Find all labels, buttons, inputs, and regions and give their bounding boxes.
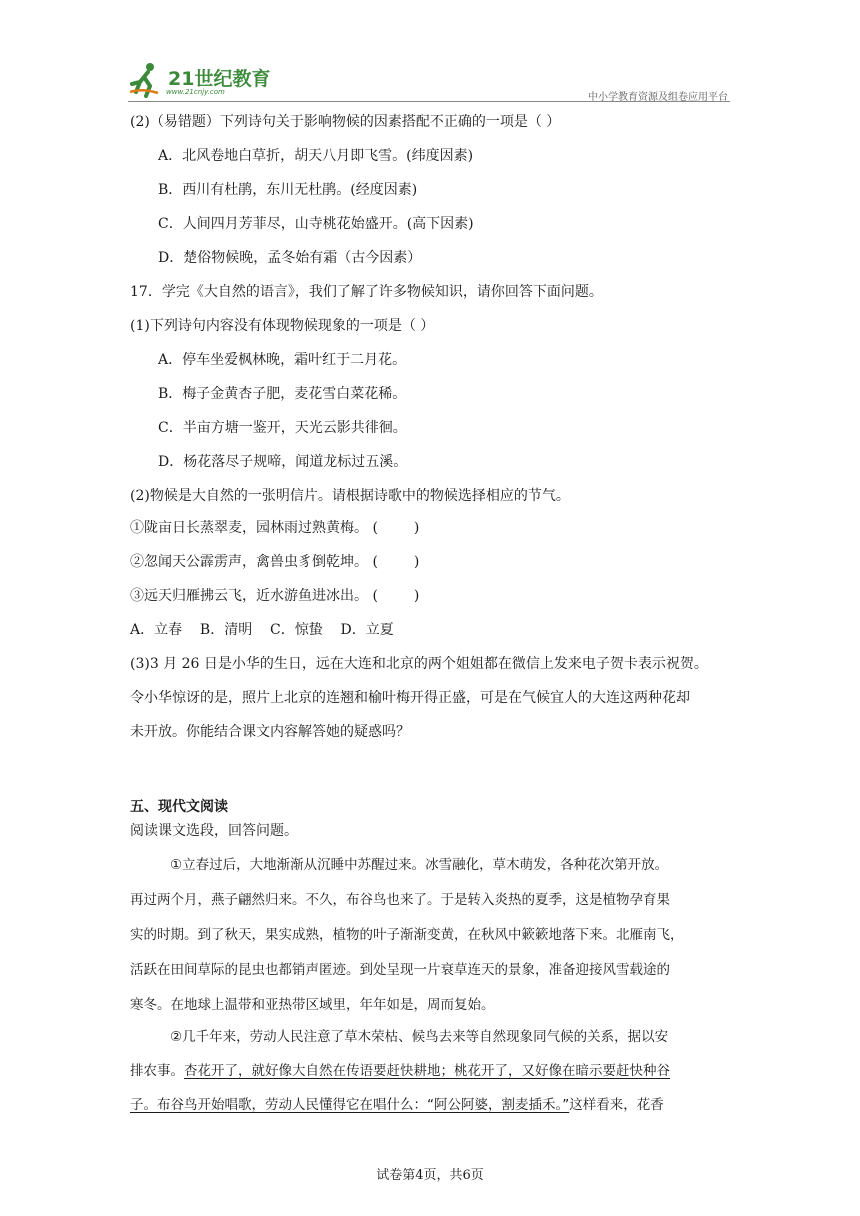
- underlined-sentence: 子。布谷鸟开始唱歌，劳动人民懂得它在唱什么：“阿公阿婆，割麦插禾。”: [130, 1097, 570, 1113]
- q17-3-line-2: 令小华惊讶的是，照片上北京的连翘和榆叶梅开得正盛，可是在气候宜人的大连这两种花却: [130, 690, 690, 706]
- poem-line: ①陇亩日长蒸翠麦，园林雨过熟黄梅。 (: [130, 520, 378, 536]
- q17-3-line-3: 未开放。你能结合课文内容解答她的疑惑吗？: [130, 724, 410, 740]
- q16-2-option-b: B．西川有杜鹃，东川无杜鹃。(经度因素): [158, 182, 418, 198]
- para2-line-2: [130, 1062, 730, 1080]
- close-paren: ): [413, 554, 420, 570]
- poem-line: ③远天归雁拂云飞，近水游鱼进冰出。 (: [130, 588, 378, 604]
- q17-2-item-2: [130, 553, 419, 571]
- logo-wordmark: 21世纪教育: [168, 68, 271, 90]
- q17-3-line-1: (3)3 月 26 日是小华的生日，远在大连和北京的两个姐姐都在微信上发来电子贺卡表示祝贺。: [130, 656, 708, 672]
- reading-instruction: 阅读课文选段，回答问题。: [130, 823, 298, 839]
- section-title: 五、现代文阅读: [130, 799, 228, 815]
- q17-1-option-c: C．半亩方塘一鉴开，天光云影共徘徊。: [158, 420, 407, 436]
- para1-line-5: 寒冬。在地球上温带和亚热带区域里，年年如是，周而复始。: [130, 997, 495, 1013]
- q17-1-option-d: D．杨花落尽子规啼，闻道龙标过五溪。: [158, 454, 408, 470]
- q16-2-option-c: C．人间四月芳菲尽，山寺桃花始盛开。(高下因素): [158, 216, 474, 232]
- poem-line: ②忽闻天公霹雳声，禽兽虫豸倒乾坤。 (: [130, 554, 378, 570]
- q17-2-stem: (2)物候是大自然的一张明信片。请根据诗歌中的物候选择相应的节气。: [130, 488, 570, 504]
- page-footer: 试卷第4页，共6页: [376, 1168, 484, 1183]
- close-paren: ): [413, 588, 420, 604]
- para1-line-2: 再过两个月，燕子翩然归来。不久，布谷鸟也来了。于是转入炎热的夏季，这是植物孕育果: [130, 892, 670, 908]
- logo-url: www.21cnjy.com: [166, 88, 225, 96]
- q17-2-item-1: [130, 519, 419, 537]
- para1-line-1: ①立春过后，大地渐渐从沉睡中苏醒过来。冰雪融化，草木萌发，各种花次第开放。: [170, 857, 669, 873]
- q17-1-option-b: B．梅子金黄杏子肥，麦花雪白菜花稀。: [158, 386, 407, 402]
- para2-line-3: [130, 1096, 730, 1114]
- text-span: 这样看来，花香: [569, 1097, 664, 1113]
- underlined-sentence: 杏花开了，就好像大自然在传语要赶快耕地；桃花开了，又好像在暗示要赶快种谷: [184, 1063, 670, 1079]
- runner-logo-icon: [128, 62, 162, 98]
- page-header: [128, 62, 730, 102]
- q17-1-stem: (1)下列诗句内容没有体现物候现象的一项是（ ）: [130, 318, 435, 334]
- q17-2-choices: A．立春 B．清明 C．惊蛰 D．立夏: [130, 622, 394, 638]
- para2-line-1: ②几千年来，劳动人民注意了草木荣枯、候鸟去来等自然现象同气候的关系，据以安: [170, 1029, 669, 1045]
- q16-2-stem: (2)（易错题）下列诗句关于影响物候的因素搭配不正确的一项是（ ）: [130, 114, 561, 130]
- header-divider: [128, 101, 730, 102]
- q17-stem: 17．学完《大自然的语言》，我们了解了许多物候知识，请你回答下面问题。: [130, 284, 603, 300]
- q17-1-option-a: A．停车坐爱枫林晚，霜叶红于二月花。: [158, 352, 407, 368]
- platform-name: 中小学教育资源及组卷应用平台: [588, 92, 728, 103]
- para1-line-4: 活跃在田间草际的昆虫也都销声匿迹。到处呈现一片衰草连天的景象，准备迎接风雪载途的: [130, 962, 670, 978]
- text-span: 排农事。: [130, 1063, 184, 1079]
- q17-2-item-3: [130, 587, 419, 605]
- para1-line-3: 实的时期。到了秋天，果实成熟，植物的叶子渐渐变黄，在秋风中簌簌地落下来。北雁南飞，: [130, 927, 684, 943]
- q16-2-option-a: A．北风卷地白草折，胡天八月即飞雪。(纬度因素): [158, 148, 474, 164]
- q16-2-option-d: D．楚俗物候晚，孟冬始有霜（古今因素）: [158, 250, 422, 266]
- site-logo: [128, 62, 278, 102]
- close-paren: ): [413, 520, 420, 536]
